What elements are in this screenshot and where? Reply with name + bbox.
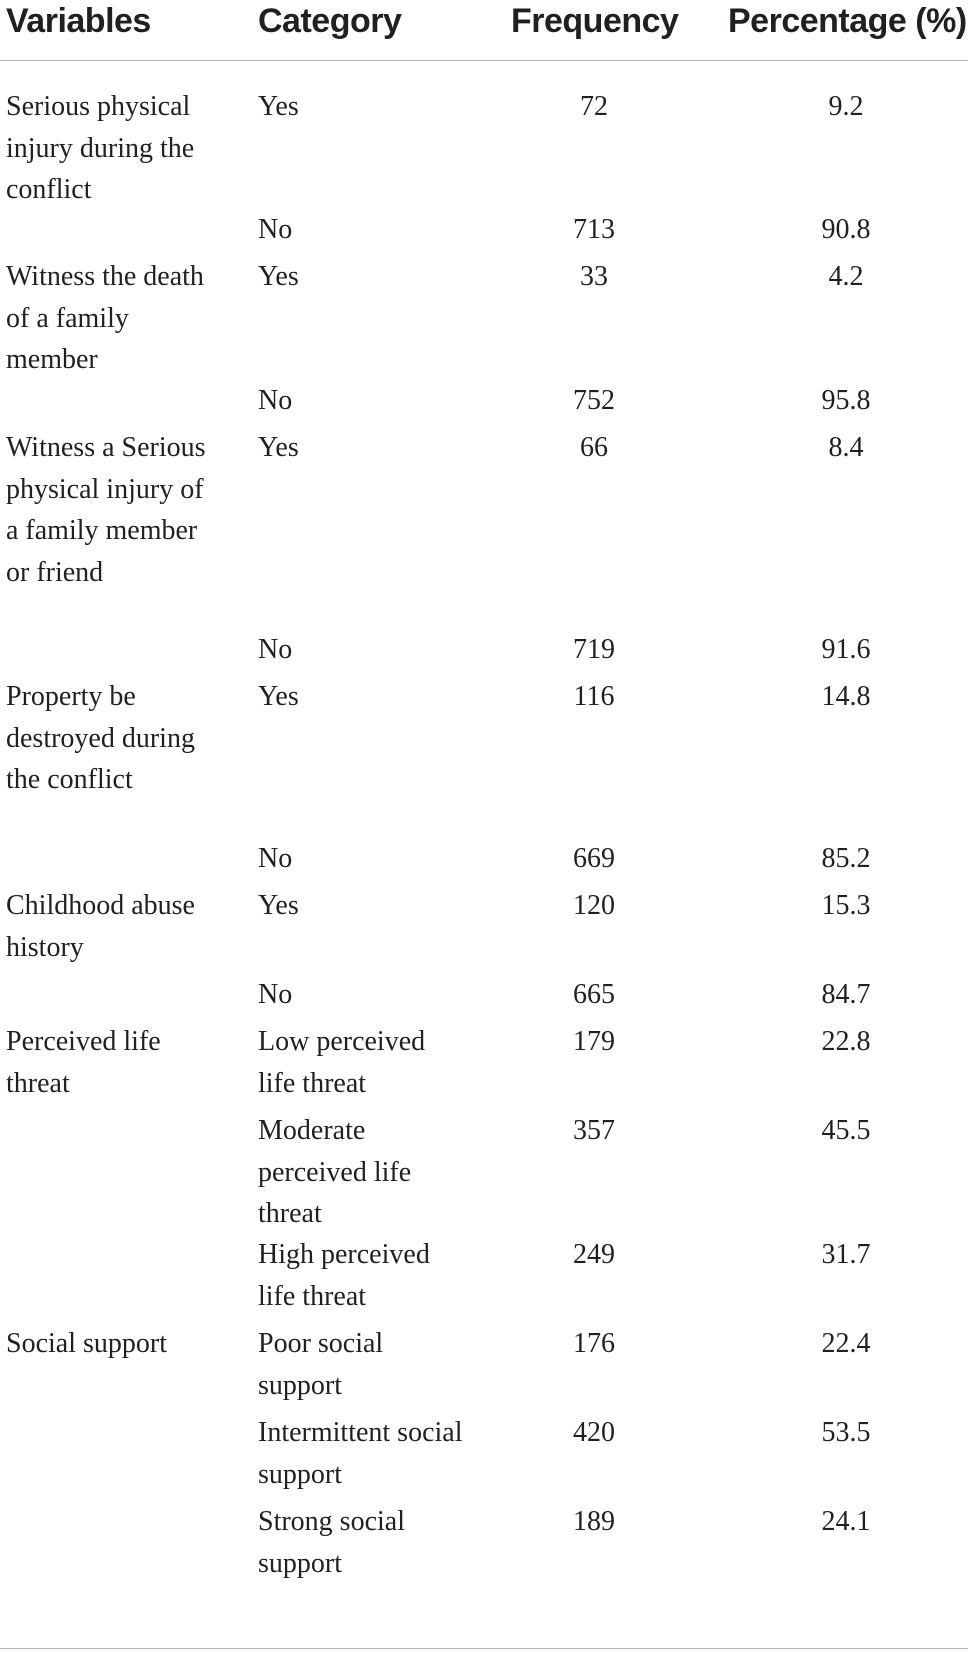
frequency-cell: 357 [573, 1115, 615, 1146]
table-row [0, 86, 968, 209]
table-row [0, 209, 968, 256]
percentage-cell: 91.6 [821, 634, 871, 665]
category-cell: Strong social support [258, 1506, 405, 1579]
table-row [0, 1021, 968, 1110]
category-cell: Yes [258, 91, 299, 122]
frequency-cell: 179 [573, 1026, 615, 1057]
category-cell: No [258, 385, 293, 416]
frequency-cell: 752 [573, 385, 615, 416]
frequency-cell: 713 [573, 214, 615, 245]
percentage-cell: 24.1 [821, 1506, 871, 1537]
table-row [0, 1501, 968, 1590]
table-row [0, 427, 968, 629]
frequency-cell: 176 [573, 1328, 615, 1359]
variable-cell: Childhood abuse history [6, 890, 195, 963]
table-body [0, 61, 968, 1590]
category-cell: Low perceived life threat [258, 1026, 426, 1099]
variable-cell: Perceived life threat [6, 1026, 161, 1099]
table-row [0, 256, 968, 380]
variable-cell: Property be destroyed during the conflict [6, 681, 195, 795]
header-variables: Variables [6, 2, 151, 40]
category-cell: Intermittent social support [258, 1417, 463, 1490]
percentage-cell: 85.2 [821, 843, 871, 874]
percentage-cell: 22.4 [821, 1328, 871, 1359]
category-cell: Yes [258, 681, 299, 712]
category-cell: No [258, 843, 293, 874]
percentage-cell: 53.5 [821, 1417, 871, 1448]
percentage-cell: 8.4 [828, 432, 864, 463]
table-header [0, 0, 968, 61]
table-row [0, 380, 968, 427]
category-cell: No [258, 634, 293, 665]
percentage-cell: 9.2 [828, 91, 864, 122]
category-cell: Yes [258, 261, 299, 292]
percentage-cell: 4.2 [828, 261, 864, 292]
header-frequency: Frequency [511, 2, 679, 40]
frequency-cell: 669 [573, 843, 615, 874]
category-cell: Yes [258, 432, 299, 463]
variable-cell: Serious physical injury during the conflict [6, 91, 195, 205]
frequency-cell: 72 [580, 91, 608, 122]
table-row [0, 1323, 968, 1412]
percentage-cell: 95.8 [821, 385, 871, 416]
percentage-cell: 15.3 [821, 890, 871, 921]
frequency-cell: 249 [573, 1239, 615, 1270]
table-row [0, 885, 968, 974]
frequency-cell: 665 [573, 979, 615, 1010]
frequency-cell: 120 [573, 890, 615, 921]
variable-cell: Witness a Serious physical injury of a family member or friend [6, 432, 206, 588]
table-row [0, 1412, 968, 1501]
percentage-cell: 45.5 [821, 1115, 871, 1146]
header-percentage: Percentage (%) [728, 2, 967, 40]
table-row [0, 838, 968, 885]
table-row [0, 676, 968, 838]
percentage-cell: 31.7 [821, 1239, 871, 1270]
table-row [0, 974, 968, 1021]
frequency-cell: 66 [580, 432, 608, 463]
variable-cell: Social support [6, 1328, 167, 1359]
percentage-cell: 14.8 [821, 681, 871, 712]
table-row [0, 629, 968, 676]
category-cell: No [258, 214, 293, 245]
header-category: Category [258, 2, 402, 40]
percentage-cell: 84.7 [821, 979, 871, 1010]
frequency-cell: 420 [573, 1417, 615, 1448]
category-cell: Moderate perceived life threat [258, 1115, 412, 1229]
percentage-cell: 22.8 [821, 1026, 871, 1057]
variable-cell: Witness the death of a family member [6, 261, 204, 375]
category-cell: Yes [258, 890, 299, 921]
category-cell: Poor social support [258, 1328, 384, 1401]
table-row [0, 1234, 968, 1323]
frequency-cell: 116 [573, 681, 615, 712]
category-cell: No [258, 979, 293, 1010]
frequency-cell: 189 [573, 1506, 615, 1537]
table-row [0, 1110, 968, 1234]
table-bottom-rule [0, 1648, 968, 1649]
category-cell: High perceived life threat [258, 1239, 430, 1312]
frequency-cell: 719 [573, 634, 615, 665]
frequency-cell: 33 [580, 261, 608, 292]
percentage-cell: 90.8 [821, 214, 871, 245]
